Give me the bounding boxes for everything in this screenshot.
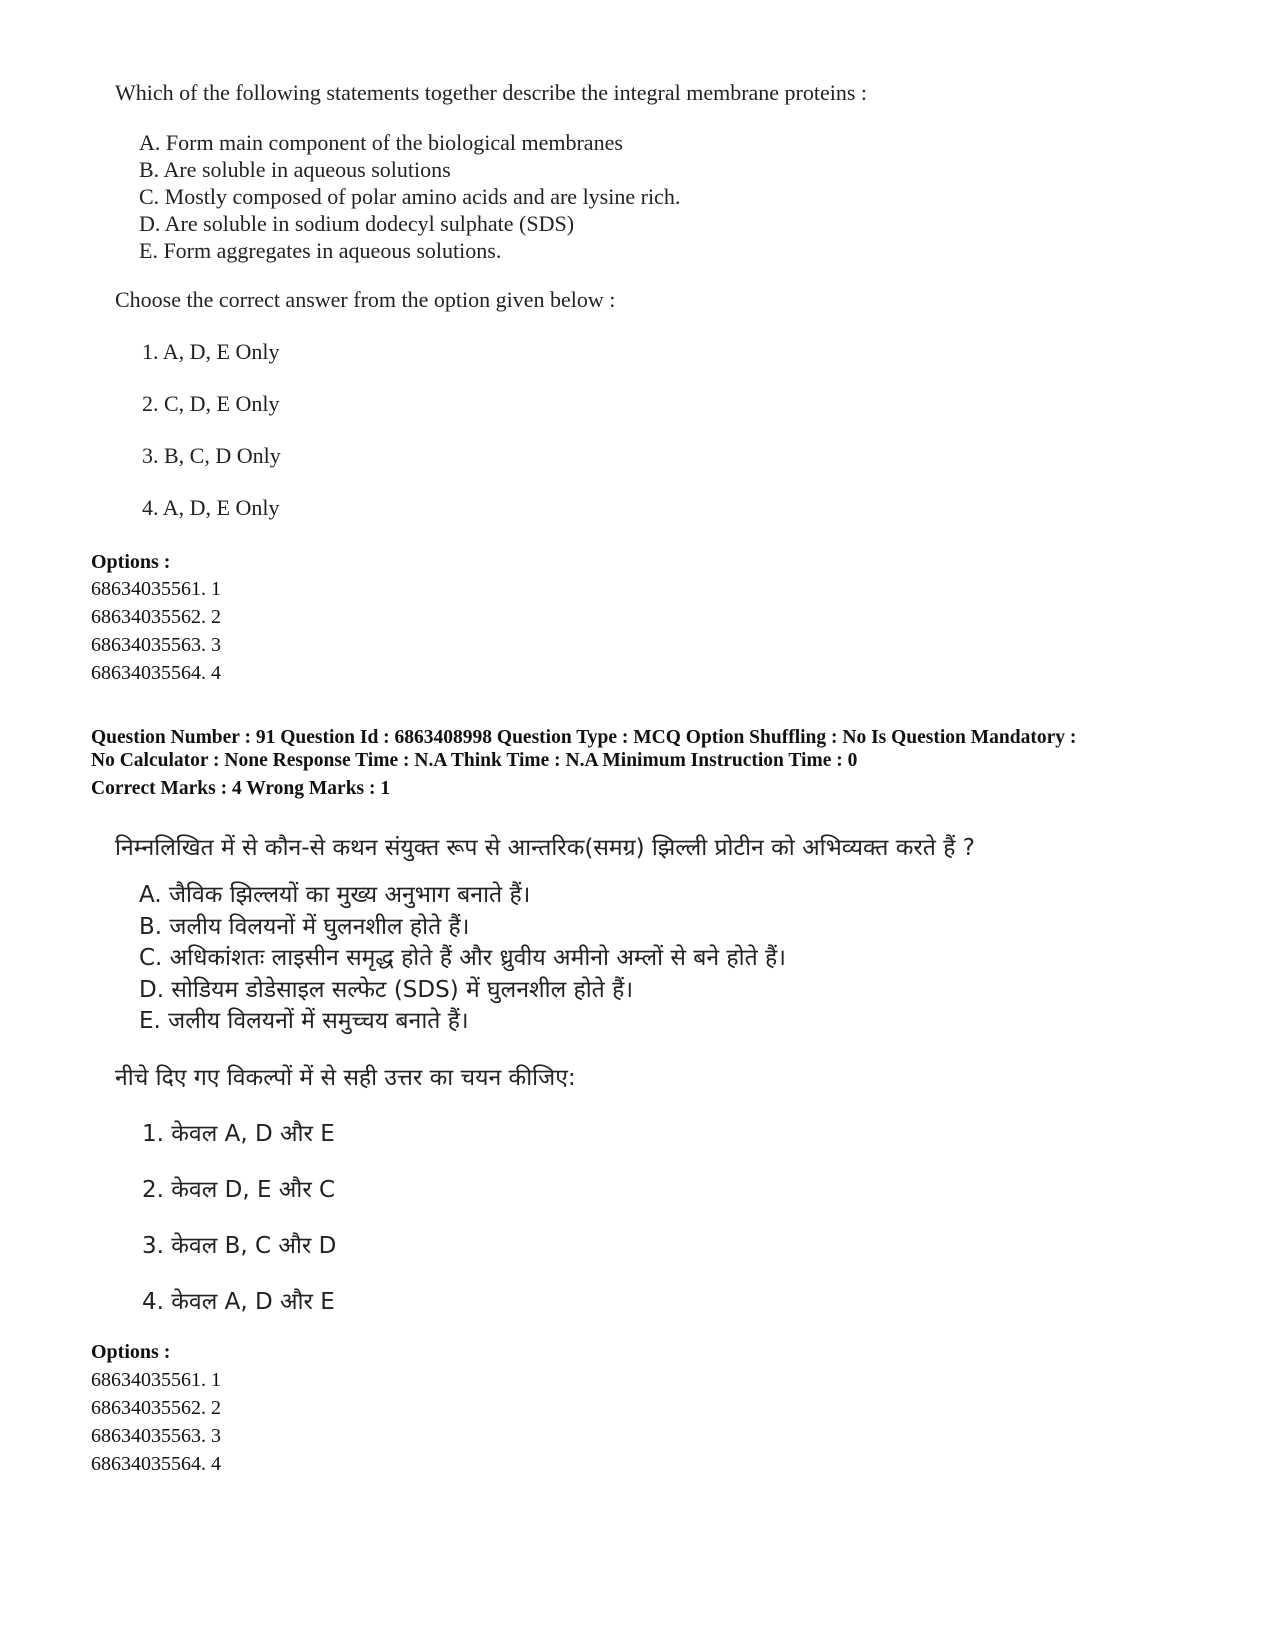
question-text: Which of the following statements together describe the integral membrane proteins : [115,80,868,105]
options-list [91,575,221,687]
statement-e: E. Form aggregates in aqueous solutions. [139,238,502,263]
option-id: 68634035564. 4 [91,662,221,684]
answer-choice-2: 2. C, D, E Only [142,391,280,416]
answer-choice-4: 4. A, D, E Only [142,495,280,520]
option-id: 68634035561. 1 [91,1369,221,1391]
options-heading: Options : [91,1341,171,1363]
statement-list-hindi [139,880,786,1038]
answer-choice-3: 3. केवल B, C और D [142,1233,337,1259]
meta-line: Question Number : 91 Question Id : 6863408998 Question Type : MCQ Option Shuffling : No Is Question Mandatory : [91,727,1077,748]
choose-instruction: Choose the correct answer from the option given below : [115,287,616,312]
option-id: 68634035562. 2 [91,1397,221,1419]
answer-choice-4: 4. केवल A, D और E [142,1289,335,1315]
options-list [91,1366,221,1478]
statement-list [139,129,680,264]
option-id: 68634035561. 1 [91,578,221,600]
statement-b: B. जलीय विलयनों में घुलनशील होते हैं। [139,913,470,940]
options-heading: Options : [91,551,171,573]
answer-choice-1: 1. केवल A, D और E [142,1121,335,1147]
choose-instruction-hindi: नीचे दिए गए विकल्पों में से सही उत्तर का चयन कीजिए: [115,1065,576,1091]
option-id: 68634035562. 2 [91,606,221,628]
answer-choice-3: 3. B, C, D Only [142,443,281,468]
marks-line: Correct Marks : 4 Wrong Marks : 1 [91,778,391,799]
statement-c: C. अधिकांशतः लाइसीन समृद्ध होते हैं और ध्रुवीय अमीनो अम्लों से बने होते हैं। [139,945,786,971]
statement-a: A. जैविक झिल्लयों का मुख्य अनुभाग बनाते हैं। [139,882,531,908]
statement-e: E. जलीय विलयनों में समुच्चय बनाते हैं। [139,1008,469,1034]
statement-d: D. Are soluble in sodium dodecyl sulphate (SDS) [139,211,575,236]
option-id: 68634035563. 3 [91,1425,221,1447]
statement-c: C. Mostly composed of polar amino acids and are lysine rich. [139,184,681,209]
question-text-hindi: निम्नलिखित में से कौन-से कथन संयुक्त रूप से आन्तरिक(समग्र) झिल्ली प्रोटीन को अभिव्यक्त करते हैं ? [115,835,975,861]
statement-b: B. Are soluble in aqueous solutions [139,157,451,182]
statement-a: A. Form main component of the biological membranes [139,130,623,155]
answer-choice-1: 1. A, D, E Only [142,339,280,364]
meta-line: No Calculator : None Response Time : N.A Think Time : N.A Minimum Instruction Time : 0 [91,750,858,771]
statement-d: D. सोडियम डोडेसाइल सल्फेट (SDS) में घुलनशील होते हैं। [139,976,634,1003]
option-id: 68634035564. 4 [91,1453,221,1475]
question-meta [91,726,1076,800]
option-id: 68634035563. 3 [91,634,221,656]
answer-choice-2: 2. केवल D, E और C [142,1177,336,1203]
